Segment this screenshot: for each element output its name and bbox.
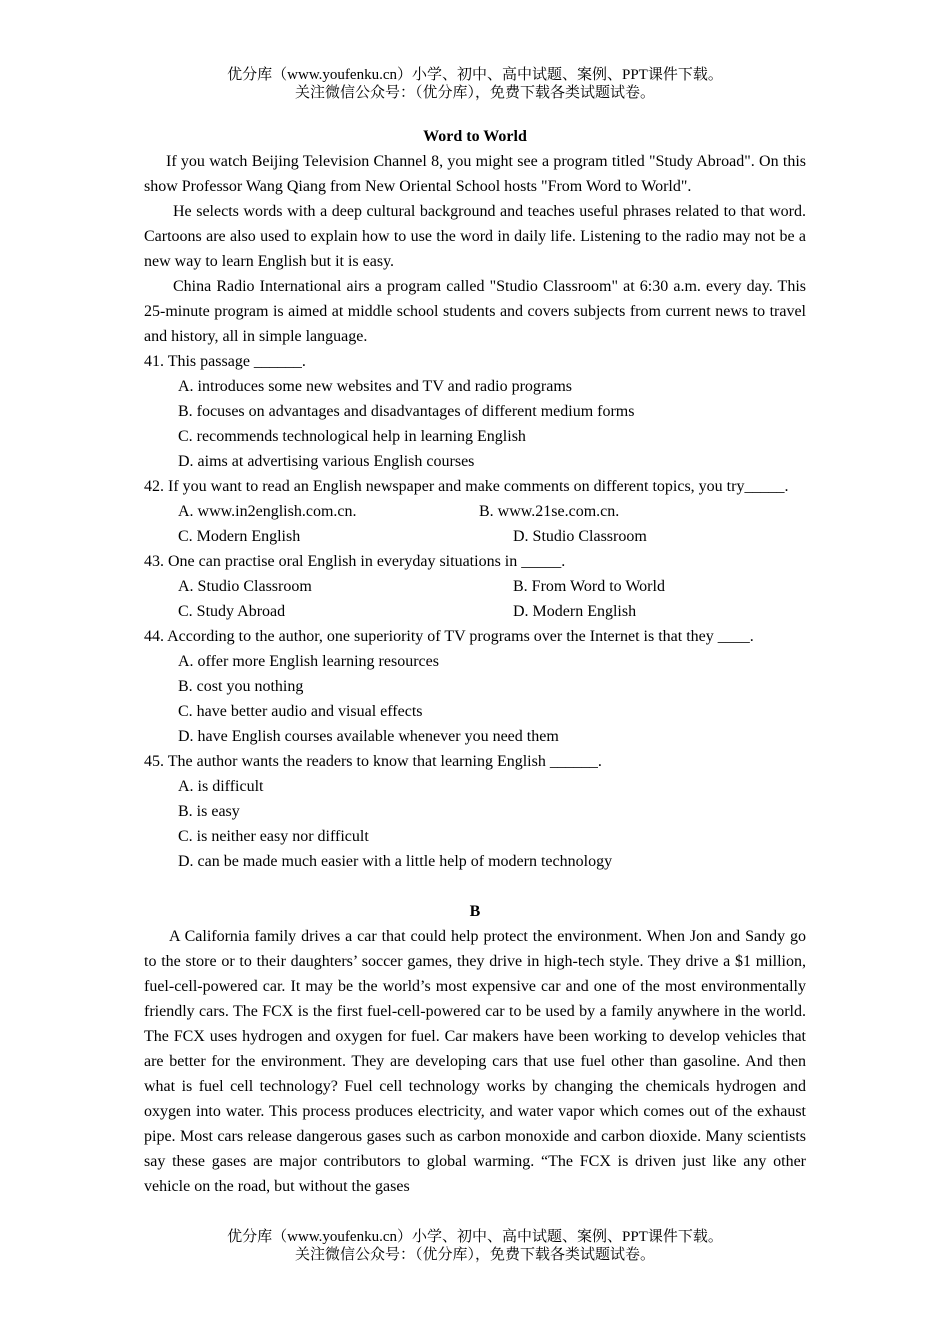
- header-line-2: 关注微信公众号：（优分库），免费下载各类试题试卷。: [294, 85, 655, 101]
- page-header: [0, 66, 950, 102]
- option-a: A. www.in2english.com.cn.: [178, 503, 357, 520]
- page-footer: [0, 1228, 950, 1264]
- question-41: [144, 349, 806, 474]
- option-d: D. Studio Classroom: [513, 528, 647, 545]
- option-row: [144, 574, 806, 599]
- option-b: B. focuses on advantages and disadvantages of different medium forms: [178, 403, 635, 420]
- option-a: A. introduces some new websites and TV and radio programs: [178, 378, 572, 395]
- option-a: A. Studio Classroom: [178, 578, 312, 595]
- option-c: C. recommends technological help in learning English: [178, 428, 526, 445]
- option-a: A. offer more English learning resources: [178, 653, 439, 670]
- question-stem: 43. One can practise oral English in everyday situations in _____.: [144, 553, 566, 570]
- option-c: C. Modern English: [178, 528, 301, 545]
- option-b: B. From Word to World: [513, 578, 665, 595]
- passage-b-title: B: [469, 903, 481, 920]
- option-a: A. is difficult: [178, 778, 264, 795]
- option-c: C. have better audio and visual effects: [178, 703, 423, 720]
- option-c: C. is neither easy nor difficult: [178, 828, 369, 845]
- question-43: [144, 549, 806, 624]
- option-d: D. Modern English: [513, 603, 637, 620]
- footer-line-2: 关注微信公众号：（优分库），免费下载各类试题试卷。: [294, 1247, 655, 1263]
- option-d: D. aims at advertising various English courses: [178, 453, 475, 470]
- section-spacer: [144, 874, 806, 899]
- option-b: B. is easy: [178, 803, 240, 820]
- question-stem: 44. According to the author, one superiority of TV programs over the Internet is that they ____.: [144, 628, 754, 645]
- option-c: C. Study Abroad: [178, 603, 286, 620]
- question-stem: 42. If you want to read an English newspaper and make comments on different topics, you try_____.: [144, 478, 789, 495]
- option-row: [144, 599, 806, 624]
- passage-a-paragraph-2: He selects words with a deep cultural background and teaches useful phrases related to that word. Cartoons are also used to explain how to use the word in daily life. Listening to the radio may not be a new way to learn English but it is easy.: [144, 203, 806, 270]
- footer-line-1: 优分库（www.youfenku.cn）小学、初中、高中试题、案例、PPT课件下载。: [227, 1229, 723, 1245]
- question-stem: 45. The author wants the readers to know that learning English ______.: [144, 753, 602, 770]
- option-d: D. have English courses available whenever you need them: [178, 728, 559, 745]
- passage-a-title: Word to World: [423, 128, 527, 145]
- option-b: B. cost you nothing: [178, 678, 304, 695]
- option-b: B. www.21se.com.cn.: [479, 503, 620, 520]
- option-row: [144, 524, 806, 549]
- option-d: D. can be made much easier with a little help of modern technology: [178, 853, 613, 870]
- passage-b-paragraph: A California family drives a car that could help protect the environment. When Jon and Sandy go to the store or to their daughters’ soccer games, they drive in high-tech style. They drive a $1 million, fuel-cell-powered car. It may be the world’s most expensive car and one of the most environmentally friendly cars. The FCX is the first fuel-cell-powered car to be used by a family anywhere in the world. The FCX uses hydrogen and oxygen for fuel. Car makers have been working to develop vehicles that are better for the environment. They are developing cars that use fuel other than gasoline. And then what is fuel cell technology? Fuel cell technology works by changing the chemicals hydrogen and oxygen into water. This process produces electricity, and water vapor which comes out of the exhaust pipe. Most cars release dangerous gases such as carbon monoxide and carbon dioxide. Many scientists say these gases are major contributors to global warming. “The FCX is driven just like any other vehicle on the road, but without the gases: [144, 928, 806, 1195]
- option-row: [144, 499, 806, 524]
- question-42: [144, 474, 806, 549]
- document-body: [144, 124, 806, 1199]
- question-45: [144, 749, 806, 874]
- passage-a-paragraph-3: China Radio International airs a program called "Studio Classroom" at 6:30 a.m. every day. This 25-minute program is aimed at middle school students and covers subjects from current news to travel and history, all in simple language.: [144, 278, 806, 345]
- passage-a-paragraph-1: If you watch Beijing Television Channel 8, you might see a program titled "Study Abroad". On this show Professor Wang Qiang from New Oriental School hosts "From Word to World".: [144, 153, 806, 195]
- header-line-1: 优分库（www.youfenku.cn）小学、初中、高中试题、案例、PPT课件下载。: [227, 67, 723, 83]
- question-stem: 41. This passage ______.: [144, 353, 306, 370]
- question-44: [144, 624, 806, 749]
